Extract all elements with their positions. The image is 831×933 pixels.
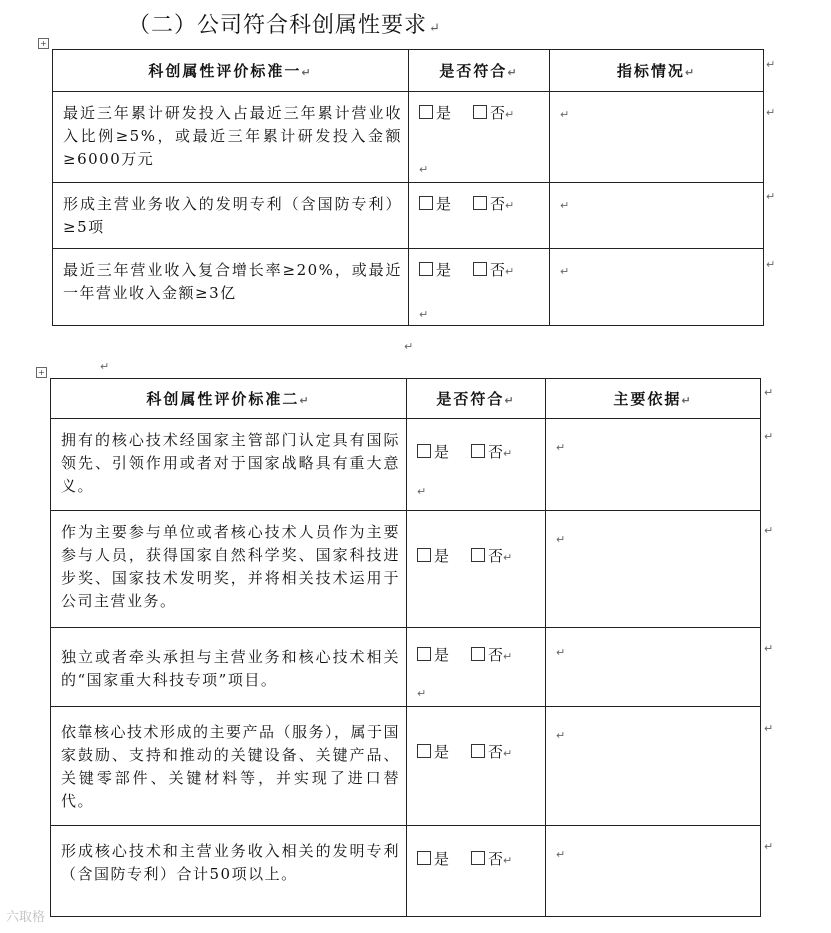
row-end-mark: ↵: [766, 258, 776, 271]
yes-checkbox[interactable]: 是: [417, 545, 449, 566]
section-title-text: （二）公司符合科创属性要求: [128, 13, 428, 38]
row-end-mark: ↵: [766, 106, 776, 119]
yes-checkbox[interactable]: 是: [419, 102, 451, 123]
row-end-mark: ↵: [764, 386, 774, 399]
checkbox-icon: [417, 851, 431, 865]
checkbox-icon: [419, 196, 433, 210]
criteria-text: 形成主营业务收入的发明专利（含国防专利）≥5项: [53, 183, 409, 249]
header-criteria: 科创属性评价标准一↵: [53, 50, 409, 92]
checkbox-icon: [471, 548, 485, 562]
checkbox-icon: [419, 262, 433, 276]
checkbox-icon: [473, 196, 487, 210]
table-row: [51, 511, 761, 628]
criteria-text: 拥有的核心技术经国家主管部门认定具有国际领先、引领作用或者对于国家战略具有重大意义。: [51, 419, 407, 511]
checkbox-icon: [417, 548, 431, 562]
yes-checkbox[interactable]: 是: [417, 848, 449, 869]
checkbox-icon: [473, 262, 487, 276]
checkbox-icon: [471, 647, 485, 661]
checkbox-icon: [417, 744, 431, 758]
section-title: [128, 8, 441, 39]
yes-checkbox[interactable]: 是: [417, 441, 449, 462]
yes-no-checkbox-group: 是 否↵: [409, 183, 550, 249]
indicator-value-cell[interactable]: ↵: [550, 183, 764, 249]
no-checkbox[interactable]: 否: [471, 644, 503, 665]
yes-no-checkbox-group: 是 否↵: [407, 826, 546, 917]
row-end-mark: ↵: [764, 722, 774, 735]
checkbox-icon: [473, 105, 487, 119]
table-row: [53, 249, 764, 326]
header-compliance: 是否符合↵: [407, 379, 546, 419]
row-end-mark: ↵: [764, 642, 774, 655]
yes-no-checkbox-group: 是 否↵ ↵: [409, 249, 550, 326]
checkbox-icon: [471, 851, 485, 865]
indicator-value-cell[interactable]: ↵: [550, 249, 764, 326]
checkbox-icon: [419, 105, 433, 119]
no-checkbox[interactable]: 否: [473, 259, 505, 280]
no-checkbox[interactable]: 否: [471, 848, 503, 869]
checkbox-icon: [417, 647, 431, 661]
criteria-table-one: [52, 49, 764, 326]
table-move-handle-icon[interactable]: +: [38, 38, 49, 49]
criteria-table-two: [50, 378, 761, 917]
yes-checkbox[interactable]: 是: [417, 741, 449, 762]
yes-no-checkbox-group: 是 否↵: [407, 707, 546, 826]
paragraph-mark: ↵: [404, 340, 414, 353]
criteria-text: 最近三年营业收入复合增长率≥20%，或最近一年营业收入金额≥3亿: [53, 249, 409, 326]
watermark: [6, 906, 45, 925]
checkbox-icon: [471, 744, 485, 758]
criteria-text: 作为主要参与单位或者核心技术人员作为主要参与人员，获得国家自然科学奖、国家科技进步奖、国家技术发明奖，并将相关技术运用于公司主营业务。: [51, 511, 407, 628]
watermark-text: 六取格: [6, 910, 46, 925]
table-header-row: [53, 50, 764, 92]
row-end-mark: ↵: [764, 524, 774, 537]
table-row: [51, 826, 761, 917]
row-end-mark: ↵: [764, 840, 774, 853]
no-checkbox[interactable]: 否: [473, 102, 505, 123]
paragraph-mark: ↵: [429, 21, 441, 36]
yes-no-checkbox-group: 是 否↵ ↵: [409, 92, 550, 183]
row-end-mark: ↵: [766, 58, 776, 71]
checkbox-icon: [417, 444, 431, 458]
yes-checkbox[interactable]: 是: [419, 259, 451, 280]
table-header-row: [51, 379, 761, 419]
header-basis: 主要依据↵: [546, 379, 761, 419]
table-row: [51, 419, 761, 511]
header-criteria: 科创属性评价标准二↵: [51, 379, 407, 419]
header-indicator: 指标情况↵: [550, 50, 764, 92]
yes-checkbox[interactable]: 是: [419, 193, 451, 214]
row-end-mark: ↵: [766, 190, 776, 203]
yes-checkbox[interactable]: 是: [417, 644, 449, 665]
checkbox-icon: [471, 444, 485, 458]
no-checkbox[interactable]: 否: [471, 441, 503, 462]
paragraph-mark: ↵: [100, 360, 110, 373]
basis-value-cell[interactable]: ↵: [546, 826, 761, 917]
no-checkbox[interactable]: 否: [471, 545, 503, 566]
criteria-text: 独立或者牵头承担与主营业务和核心技术相关的“国家重大科技专项”项目。: [51, 628, 407, 707]
criteria-text: 形成核心技术和主营业务收入相关的发明专利（含国防专利）合计50项以上。: [51, 826, 407, 917]
table-row: [53, 183, 764, 249]
indicator-value-cell[interactable]: ↵: [550, 92, 764, 183]
yes-no-checkbox-group: 是 否↵: [407, 511, 546, 628]
criteria-text: 最近三年累计研发投入占最近三年累计营业收入比例≥5%，或最近三年累计研发投入金额≥6000万元: [53, 92, 409, 183]
row-end-mark: ↵: [764, 430, 774, 443]
table-row: [51, 628, 761, 707]
basis-value-cell[interactable]: ↵: [546, 419, 761, 511]
table-row: [53, 92, 764, 183]
table-move-handle-icon[interactable]: +: [36, 367, 47, 378]
basis-value-cell[interactable]: ↵: [546, 707, 761, 826]
header-compliance: 是否符合↵: [409, 50, 550, 92]
no-checkbox[interactable]: 否: [471, 741, 503, 762]
table-row: [51, 707, 761, 826]
yes-no-checkbox-group: 是 否↵ ↵: [407, 419, 546, 511]
basis-value-cell[interactable]: ↵: [546, 511, 761, 628]
criteria-text: 依靠核心技术形成的主要产品（服务），属于国家鼓励、支持和推动的关键设备、关键产品、关键零部件、关键材料等，并实现了进口替代。: [51, 707, 407, 826]
no-checkbox[interactable]: 否: [473, 193, 505, 214]
yes-no-checkbox-group: 是 否↵ ↵: [407, 628, 546, 707]
basis-value-cell[interactable]: ↵: [546, 628, 761, 707]
